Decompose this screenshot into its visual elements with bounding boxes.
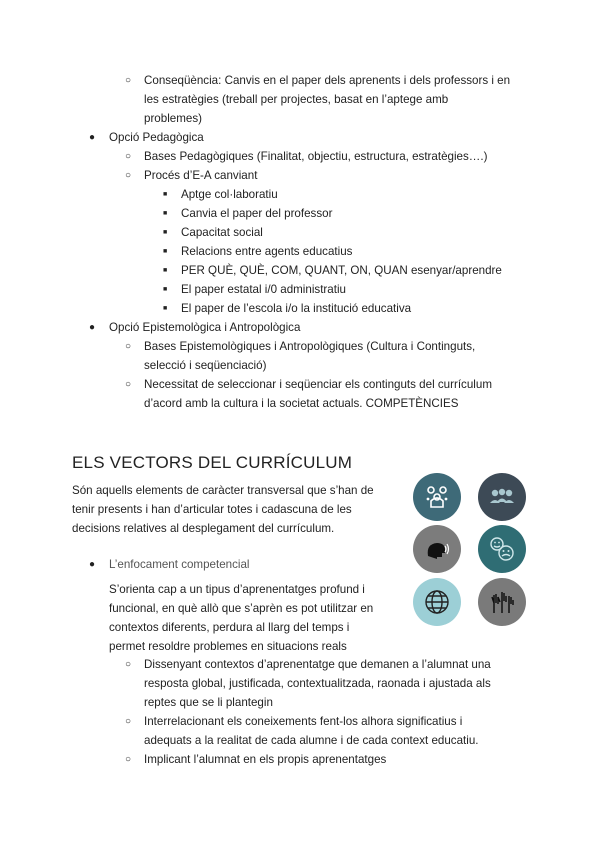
text-line: Bases Epistemològiques i Antropològiques (Cultura i Continguts,: [144, 340, 476, 353]
people-group-icon: [478, 473, 526, 521]
circle-bullet-icon: ○: [125, 754, 132, 765]
competencies-icon: [413, 473, 461, 521]
disc-bullet-icon: ●: [89, 322, 96, 333]
orienta-paragraph: [109, 580, 402, 656]
circle-bullet-icon: ○: [125, 659, 132, 670]
globe-icon: [413, 578, 461, 626]
text-line: S’orienta cap a un tipus d’aprenentatges profund i: [109, 583, 365, 596]
circle-bullet-icon: ○: [125, 75, 132, 86]
bases-epistemologiques: [144, 337, 527, 375]
text-line: permet resoldre problemes en situacions reals: [109, 640, 347, 653]
text-line: decisions relatives al desplegament del currículum.: [72, 522, 335, 535]
text-line: problemes): [144, 112, 202, 125]
circle-bullet-icon: ○: [125, 151, 132, 162]
list-item: PER QUÈ, QUÈ, COM, QUANT, ON, QUAN esenyar/aprendre: [181, 264, 502, 277]
bases-pedagogiques: Bases Pedagògiques (Finalitat, objectiu, estructura, estratègies….): [144, 150, 488, 163]
text-line: reptes que se li plantegin: [144, 696, 273, 709]
dissenyant-item: [144, 655, 527, 712]
text-line: Són aquells elements de caràcter transversal que s’han de: [72, 484, 374, 497]
circle-bullet-icon: ○: [125, 716, 132, 727]
circle-bullet-icon: ○: [125, 341, 132, 352]
list-item: Aptge col·laboratiu: [181, 188, 278, 201]
text-line: contextos diferents, perdura al llarg del temps i: [109, 621, 350, 634]
speaking-head-icon: [413, 525, 461, 573]
text-line: adequats a la realitat de cada alumne i de cada context educatiu.: [144, 734, 479, 747]
enfocament-competencial: L’enfocament competencial: [109, 558, 250, 571]
square-bullet-icon: ■: [163, 210, 168, 217]
disc-bullet-icon: ●: [89, 559, 96, 570]
square-bullet-icon: ■: [163, 305, 168, 312]
implicant-item: Implicant l’alumnat en els propis aprenentatges: [144, 753, 387, 766]
text-line: funcional, en què allò que s’aprèn es pot utilitzar en: [109, 602, 374, 615]
circle-bullet-icon: ○: [125, 379, 132, 390]
raised-hands-icon: [478, 578, 526, 626]
section-intro: [72, 481, 402, 538]
consequencia-item: [144, 71, 527, 128]
text-line: d’acord amb la cultura i la societat actuals. COMPETÈNCIES: [144, 397, 459, 410]
square-bullet-icon: ■: [163, 248, 168, 255]
list-item: Canvia el paper del professor: [181, 207, 333, 220]
list-item: El paper de l’escola i/o la institució educativa: [181, 302, 412, 315]
circle-bullet-icon: ○: [125, 170, 132, 181]
text-line: resposta global, justificada, contextualitzada, raonada i ajustada als: [144, 677, 491, 690]
opcio-pedagogica: Opció Pedagògica: [109, 131, 204, 144]
square-bullet-icon: ■: [163, 191, 168, 198]
square-bullet-icon: ■: [163, 229, 168, 236]
square-bullet-icon: ■: [163, 286, 168, 293]
text-line: Necessitat de seleccionar i seqüenciar els continguts del currículum: [144, 378, 492, 391]
text-line: les estratègies (treball per projectes, basat en l’aptege amb: [144, 93, 449, 106]
disc-bullet-icon: ●: [89, 132, 96, 143]
proces-ea: Procés d’E-A canviant: [144, 169, 258, 182]
square-bullet-icon: ■: [163, 267, 168, 274]
text-line: Conseqüència: Canvis en el paper dels aprenents i dels professors i en: [144, 74, 511, 87]
emotions-faces-icon: [478, 525, 526, 573]
opcio-epistemologica: Opció Epistemològica i Antropològica: [109, 321, 301, 334]
necessitat-item: [144, 375, 527, 413]
list-item: El paper estatal i/0 administratiu: [181, 283, 346, 296]
text-line: Dissenyant contextos d’aprenentatge que demanen a l’alumnat una: [144, 658, 491, 671]
text-line: tenir presents i han d’articular totes i cadascuna de les: [72, 503, 352, 516]
list-item: Capacitat social: [181, 226, 263, 239]
section-title: ELS VECTORS DEL CURRÍCULUM: [72, 453, 353, 472]
list-item: Relacions entre agents educatius: [181, 245, 353, 258]
text-line: selecció i seqüenciació): [144, 359, 267, 372]
text-line: Interrelacionant els coneixements fent-los alhora significatius i: [144, 715, 463, 728]
interrelacionant-item: [144, 712, 527, 750]
